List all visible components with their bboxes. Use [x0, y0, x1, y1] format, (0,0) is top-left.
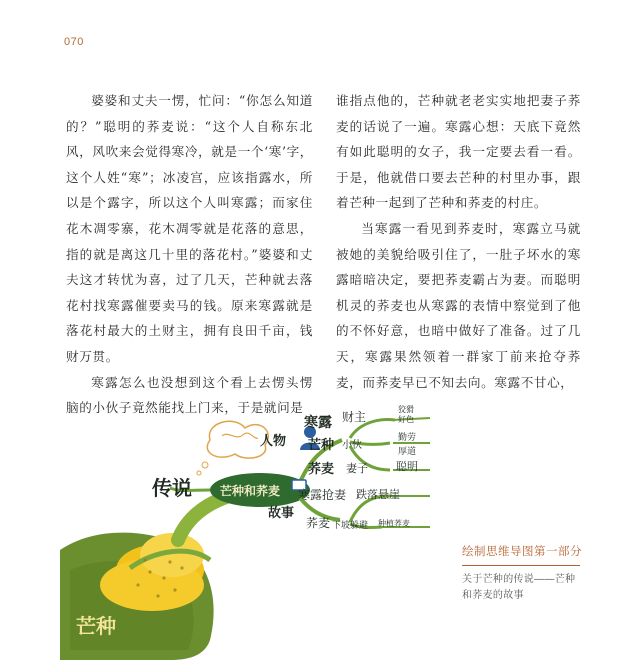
pollen-dot: [143, 558, 146, 561]
person-name: 寒露: [304, 415, 332, 431]
person-note: 厚道: [398, 447, 417, 457]
thought-dot: [202, 462, 208, 468]
root-label: 传说: [152, 476, 192, 500]
person-note: 聪明: [396, 460, 418, 473]
person-name: 荞麦: [308, 462, 335, 477]
caption-rule: [462, 565, 580, 566]
pollen-dot: [156, 594, 159, 597]
pollen-dot: [180, 566, 183, 569]
caption-text: 关于芒种的传说——芒种和荞麦的故事: [462, 574, 576, 601]
story-event: 荞麦: [306, 516, 331, 530]
story-extra: 种植荞麦: [378, 519, 410, 528]
pollen-dot: [173, 588, 176, 591]
person-note: 狡猾: [398, 405, 414, 414]
right-text-column: [336, 88, 581, 395]
pollen-dot: [162, 576, 165, 579]
person-trait: 小伙: [342, 440, 362, 451]
left-text-column: [66, 88, 313, 421]
story-event: 寒露抢妻: [298, 488, 347, 502]
center-label: 芒种和荞麦: [220, 484, 281, 498]
pollen-dot: [168, 560, 171, 563]
pollen-dot: [136, 583, 139, 586]
story-result: 跌落悬崖: [356, 488, 400, 501]
corner-label: 芒种: [76, 614, 116, 638]
story-result: 下坡躲避: [332, 521, 369, 531]
thought-dot: [197, 471, 201, 475]
person-name: 芒种: [308, 438, 335, 453]
person-note: 勤劳: [398, 433, 417, 443]
person-note: 好色: [398, 415, 414, 424]
person-trait: 妻子: [346, 462, 368, 475]
paragraph: 当寒露一看见到荞麦时，寒露立马就被她的美貌给吸引住了，一肚子坏水的寒露暗暗决定，要把荞麦霸占为妻。而聪明机灵的荞麦也从寒露的表情中察觉到了他的不怀好意，也暗中做好了准备。过了几天，寒露果然领着一群家丁前来抢夺荞麦，而荞麦早已不知去向。寒露不甘心，: [336, 220, 581, 390]
branch-people-label: 人物: [260, 434, 287, 449]
paragraph: 谁指点他的，芒种就老老实实地把妻子荞麦的话说了一遍。寒露心想：天底下竟然有如此聪明的女子，我一定要去看一看。于是，他就借口要去芒种的村里办事，跟着芒种一起到了芒种和荞麦的村庄。: [336, 93, 581, 211]
mind-map-illustration: [60, 405, 430, 660]
pollen-dot: [148, 570, 151, 573]
branch-story-label: 故事: [268, 506, 295, 521]
paragraph: 婆婆和丈夫一愣，忙问：“你怎么知道的？”聪明的荞麦说：“这个人自称东北风，风吹来会觉得寒冷，就是一个‘寒’字，这个人姓“寒”；冰凌宫，应该指露水，所以是个露字，所以这个人叫寒露；而家住花木凋零寨，花木凋零就是花落的意思，指的就是离这几十里的落花村。”婆婆和丈夫这才转忧为喜，过了几天，芒种就去落花村找寒露催要卖马的钱。原来寒露就是落花村最大的土财主，拥有良田千亩，钱财万贯。: [66, 93, 313, 364]
person-trait: 财主: [342, 410, 367, 424]
caption-title: 绘制思维导图第一部分: [462, 546, 582, 558]
page-number: 070: [64, 36, 84, 48]
thought-scribble: [222, 433, 258, 438]
paragraph: 寒露怎么也没想到这个看上去愣头愣脑的小伙子竟然能找上门来，于是就问是: [66, 374, 313, 416]
figure-caption: [462, 543, 584, 604]
